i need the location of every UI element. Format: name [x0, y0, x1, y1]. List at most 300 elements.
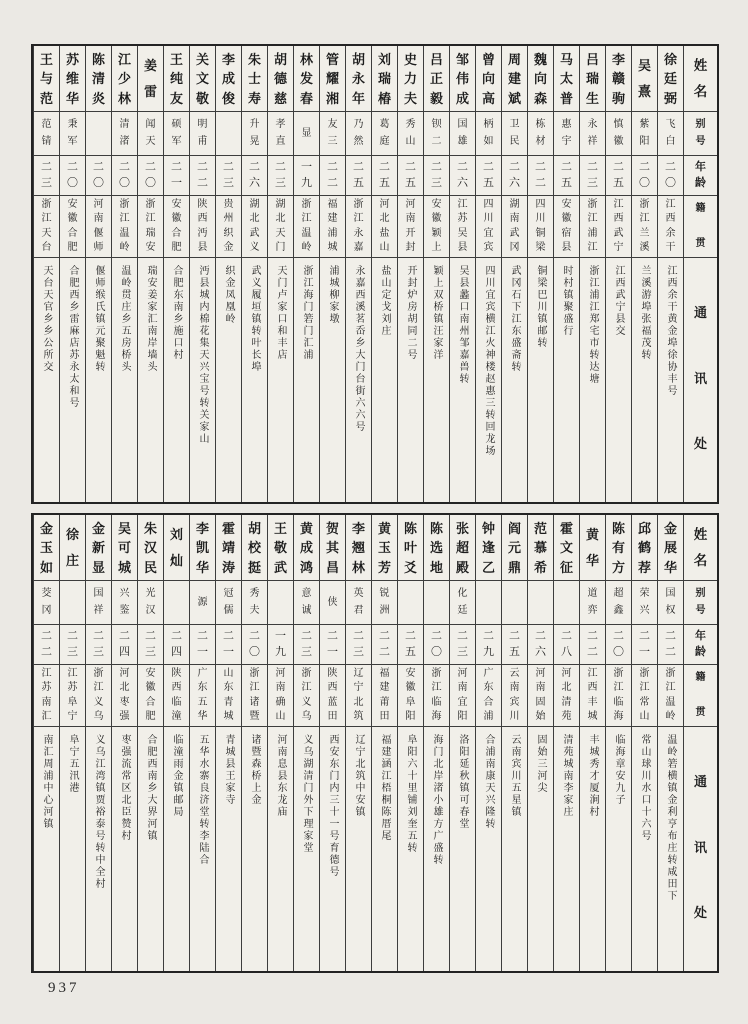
entry-age: 二 三 [216, 156, 241, 196]
entry-alias: 柄 如 [476, 112, 501, 156]
entry-column [137, 515, 163, 971]
entry-column [345, 46, 371, 502]
entry-column [215, 46, 241, 502]
entry-address: 武义履垣镇转叶长埠 [249, 265, 260, 373]
entry-address: 常山球川水口十六号 [639, 734, 650, 842]
entry-column [527, 46, 553, 502]
entry-column [319, 515, 345, 971]
entry-age: 二 二 [190, 156, 215, 196]
entry-alias: 清 渚 [112, 112, 137, 156]
entry-column [33, 46, 59, 502]
entry-address: 浙江浦江郑宅市转达塘 [587, 265, 598, 385]
entry-name: 王 敬 武 [268, 515, 293, 581]
entry-name: 钟 逢 乙 [476, 515, 501, 581]
entry-name: 关 文 敬 [190, 46, 215, 112]
entry-address: 浙江海门箬门汇浦 [301, 265, 312, 361]
entry-address: 丰城秀才厦涧村 [587, 734, 598, 818]
entry-name: 王 与 范 [34, 46, 59, 112]
entry-age: 二 五 [372, 156, 397, 196]
entry-alias: 乃 然 [346, 112, 371, 156]
entry-name: 陈 选 地 [424, 515, 449, 581]
entry-age: 二 二 [580, 625, 605, 665]
entry-address: 吴县蠡口南州邹嘉兽转 [457, 265, 468, 385]
entry-name: 苏 维 华 [60, 46, 85, 112]
entry-native-place: 陕 西 临 潼 [164, 665, 189, 727]
entry-address: 兰溪游埠张福茂转 [639, 265, 650, 361]
entry-address: 义乌湖清门外下理家堂 [301, 734, 312, 854]
entry-name: 黄 华 [580, 515, 605, 581]
entry-age: 二 〇 [424, 625, 449, 665]
entry-native-place: 江 西 余 干 [658, 196, 683, 258]
entry-name: 贺 其 昌 [320, 515, 345, 581]
entry-column [397, 46, 423, 502]
entry-age: 二 一 [320, 625, 345, 665]
entry-native-place: 福 建 浦 城 [320, 196, 345, 258]
entry-name: 胡 校 挺 [242, 515, 267, 581]
entry-age: 二 〇 [242, 625, 267, 665]
entry-native-place: 云 南 宾 川 [502, 665, 527, 727]
entry-name: 江 少 林 [112, 46, 137, 112]
entry-alias: 超 鑫 [606, 581, 631, 625]
directory-table-bottom [31, 513, 719, 973]
entry-name: 李 翘 林 [346, 515, 371, 581]
entry-alias [502, 581, 527, 625]
entry-name: 朱 汉 民 [138, 515, 163, 581]
entry-address: 天门卢家口和丰店 [275, 265, 286, 361]
entry-name: 周 建 斌 [502, 46, 527, 112]
entry-alias: 栋 材 [528, 112, 553, 156]
entry-column [267, 515, 293, 971]
entry-alias: 秉 军 [60, 112, 85, 156]
entry-column [293, 515, 319, 971]
entry-alias [60, 581, 85, 625]
entry-name: 胡 德 慈 [268, 46, 293, 112]
entry-address: 合肥西乡雷麻店苏永太和号 [67, 265, 78, 409]
entry-age: 二 三 [138, 625, 163, 665]
entry-alias: 侠 [320, 581, 345, 625]
entry-native-place: 四 川 铜 梁 [528, 196, 553, 258]
entry-alias: 永 祥 [580, 112, 605, 156]
entry-address: 开封炉房胡同二号 [405, 265, 416, 361]
entry-column [475, 515, 501, 971]
entry-name: 黄 玉 芳 [372, 515, 397, 581]
entry-age: 二 一 [632, 625, 657, 665]
entry-native-place: 广 东 五 华 [190, 665, 215, 727]
entry-column [85, 515, 111, 971]
entry-alias: 化 廷 [450, 581, 475, 625]
entry-native-place: 陕 西 蓝 田 [320, 665, 345, 727]
entry-name: 王 纯 友 [164, 46, 189, 112]
entry-column [371, 515, 397, 971]
entry-age: 二 三 [268, 156, 293, 196]
entry-alias: 慎 徽 [606, 112, 631, 156]
entry-alias [424, 581, 449, 625]
entry-native-place: 安 徽 颖 上 [424, 196, 449, 258]
entry-column [163, 515, 189, 971]
entry-age: 二 二 [320, 156, 345, 196]
entry-alias: 孝 直 [268, 112, 293, 156]
entry-age: 二 三 [346, 625, 371, 665]
entry-native-place: 江 苏 阜 宁 [60, 665, 85, 727]
entry-name: 吴 可 城 [112, 515, 137, 581]
entry-age: 二 六 [450, 156, 475, 196]
entry-native-place: 河 北 枣 强 [112, 665, 137, 727]
entry-native-place: 安 徽 合 肥 [164, 196, 189, 258]
header-alias-label: 别 号 [684, 581, 717, 625]
entry-name: 徐 廷 弼 [658, 46, 683, 112]
entry-column [85, 46, 111, 502]
header-column [683, 46, 717, 502]
entry-name: 曾 向 高 [476, 46, 501, 112]
entry-native-place: 贵 州 织 金 [216, 196, 241, 258]
entry-name: 陈 有 方 [606, 515, 631, 581]
entry-address: 永嘉西溪茗岙乡大门台街六六号 [353, 265, 364, 433]
entry-age: 二 三 [580, 156, 605, 196]
entry-address: 诸暨森桥上金 [249, 734, 260, 806]
entry-column [501, 46, 527, 502]
header-native-label: 籍 贯 [684, 665, 717, 727]
entry-address: 清苑城南李家庄 [561, 734, 572, 818]
entry-address: 沔县城内棉花集天兴宝号转关家山 [197, 265, 208, 445]
entry-column [215, 515, 241, 971]
entry-column [267, 46, 293, 502]
entry-alias: 钡 二 [424, 112, 449, 156]
entry-address: 南汇周浦中心河镇 [41, 734, 52, 830]
entry-name: 管 耀 湘 [320, 46, 345, 112]
entry-age: 二 二 [372, 625, 397, 665]
entry-age: 二 三 [34, 156, 59, 196]
entry-age: 二 〇 [138, 156, 163, 196]
entry-column [553, 515, 579, 971]
entry-native-place: 浙 江 温 岭 [112, 196, 137, 258]
entry-name: 陈 清 炎 [86, 46, 111, 112]
entry-address: 海门北岸渚小雄方广盛转 [431, 734, 442, 866]
entry-age: 二 三 [60, 625, 85, 665]
entry-address: 合肥西南乡大界河镇 [145, 734, 156, 842]
entry-alias: 卫 民 [502, 112, 527, 156]
entry-column [371, 46, 397, 502]
entry-native-place: 浙 江 临 海 [606, 665, 631, 727]
entry-address: 武冈石下江东盛斋转 [509, 265, 520, 373]
entry-address: 义乌江湾镇贾裕泰号转中全村 [93, 734, 104, 890]
entry-address: 江西武宁县交 [613, 265, 624, 337]
entry-age: 二 五 [398, 625, 423, 665]
entry-age: 二 五 [606, 156, 631, 196]
entry-column [345, 515, 371, 971]
entry-native-place: 浙 江 永 嘉 [346, 196, 371, 258]
entry-native-place: 浙 江 义 乌 [86, 665, 111, 727]
entry-native-place: 河 北 清 苑 [554, 665, 579, 727]
entry-column [449, 515, 475, 971]
entry-column [553, 46, 579, 502]
entry-column [189, 515, 215, 971]
entry-name: 阎 元 鼎 [502, 515, 527, 581]
page-number: 937 [48, 980, 80, 996]
entry-alias: 飞 白 [658, 112, 683, 156]
entry-native-place: 江 苏 吴 县 [450, 196, 475, 258]
header-age-label: 年 龄 [684, 625, 717, 665]
entry-native-place: 河 北 盐 山 [372, 196, 397, 258]
entry-alias: 光 汉 [138, 581, 163, 625]
entry-name: 魏 向 森 [528, 46, 553, 112]
entry-alias [554, 581, 579, 625]
entry-age: 二 〇 [658, 156, 683, 196]
header-column [683, 515, 717, 971]
entry-age: 一 九 [294, 156, 319, 196]
entry-alias: 冠 儒 [216, 581, 241, 625]
entry-alias [398, 581, 423, 625]
header-age-label: 年 龄 [684, 156, 717, 196]
entry-address: 西安东门内三十一号育德号 [327, 734, 338, 878]
entry-alias: 葛 庭 [372, 112, 397, 156]
entry-native-place: 河 南 偃 师 [86, 196, 111, 258]
entry-alias: 惠 宇 [554, 112, 579, 156]
entry-column [449, 46, 475, 502]
entry-age: 二 三 [86, 625, 111, 665]
entry-address: 云南宾川五星镇 [509, 734, 520, 818]
entry-name: 李 凯 华 [190, 515, 215, 581]
entry-column [423, 515, 449, 971]
entry-alias: 升 晃 [242, 112, 267, 156]
entry-age: 二 一 [164, 156, 189, 196]
entry-column [59, 46, 85, 502]
entry-column [241, 46, 267, 502]
entry-alias: 源 [190, 581, 215, 625]
entry-age: 二 八 [554, 625, 579, 665]
entry-alias [164, 581, 189, 625]
entry-address: 阜阳六十里铺刘奎五转 [405, 734, 416, 854]
entry-name: 邱 鹤 荐 [632, 515, 657, 581]
directory-table-top [31, 44, 719, 504]
entry-alias: 硕 军 [164, 112, 189, 156]
entry-alias: 闻 天 [138, 112, 163, 156]
entry-name: 徐 庄 [60, 515, 85, 581]
entry-address: 盐山定戈刘庄 [379, 265, 390, 337]
entry-alias: 道 弈 [580, 581, 605, 625]
entry-age: 二 一 [190, 625, 215, 665]
header-alias-label: 别 号 [684, 112, 717, 156]
entry-native-place: 浙 江 天 台 [34, 196, 59, 258]
entry-alias: 荣 兴 [632, 581, 657, 625]
entry-name: 张 超 殿 [450, 515, 475, 581]
entry-age: 二 四 [164, 625, 189, 665]
entry-address: 枣强流常区北臣赞村 [119, 734, 130, 842]
entry-age: 二 六 [528, 625, 553, 665]
entry-age: 二 三 [424, 156, 449, 196]
entry-address: 合肥东南乡施口村 [171, 265, 182, 361]
entry-age: 二 五 [398, 156, 423, 196]
entry-native-place: 四 川 宜 宾 [476, 196, 501, 258]
entry-native-place: 安 徽 宿 县 [554, 196, 579, 258]
entry-age: 二 六 [502, 156, 527, 196]
entry-column [579, 515, 605, 971]
entry-alias: 秀 夫 [242, 581, 267, 625]
entry-name: 金 新 显 [86, 515, 111, 581]
entry-alias: 兴 鉴 [112, 581, 137, 625]
entry-column [501, 515, 527, 971]
entry-address: 洛阳延秋镇可春堂 [457, 734, 468, 830]
entry-name: 林 发 春 [294, 46, 319, 112]
entry-native-place: 河 南 固 始 [528, 665, 553, 727]
entry-alias: 紫 阳 [632, 112, 657, 156]
entry-name: 邹 伟 成 [450, 46, 475, 112]
entry-column [475, 46, 501, 502]
entry-column [397, 515, 423, 971]
entry-column [293, 46, 319, 502]
entry-native-place: 浙 江 温 岭 [294, 196, 319, 258]
entry-name: 吕 瑞 生 [580, 46, 605, 112]
entry-name: 刘 瑞 椿 [372, 46, 397, 112]
entry-column [657, 46, 683, 502]
entry-native-place: 陕 西 沔 县 [190, 196, 215, 258]
entry-address: 偃师缑氏镇元聚魁转 [93, 265, 104, 373]
entry-alias: 国 祥 [86, 581, 111, 625]
entry-age: 二 〇 [606, 625, 631, 665]
entry-native-place: 浙 江 常 山 [632, 665, 657, 727]
entry-name: 陈 叶 爻 [398, 515, 423, 581]
entry-name: 金 玉 如 [34, 515, 59, 581]
entry-address: 临海章安九子 [613, 734, 624, 806]
entry-address: 瑞安姜家汇南岸墙头 [145, 265, 156, 373]
entry-address: 河南息县东龙庙 [275, 734, 286, 818]
entry-address: 五华水寨良济堂转李陆合 [197, 734, 208, 866]
entry-native-place: 河 南 确 山 [268, 665, 293, 727]
entry-native-place: 浙 江 瑞 安 [138, 196, 163, 258]
entry-alias [268, 581, 293, 625]
entry-address: 时村镇聚盛行 [561, 265, 572, 337]
entry-column [33, 515, 59, 971]
entry-name: 霍 靖 涛 [216, 515, 241, 581]
entry-alias [528, 581, 553, 625]
entry-native-place: 浙 江 诸 暨 [242, 665, 267, 727]
entry-address: 青城县王家寺 [223, 734, 234, 806]
entry-column [527, 515, 553, 971]
entry-alias: 显 [294, 112, 319, 156]
entry-age: 二 三 [294, 625, 319, 665]
entry-address: 四川宜宾横江火神楼赵惠三转回龙场 [483, 265, 494, 457]
entry-name: 李 赣 驹 [606, 46, 631, 112]
entry-address: 合浦南康天兴隆转 [483, 734, 494, 830]
entry-age: 一 九 [268, 625, 293, 665]
entry-name: 吕 正 毅 [424, 46, 449, 112]
entry-native-place: 江 西 丰 城 [580, 665, 605, 727]
entry-column [579, 46, 605, 502]
entry-age: 二 〇 [86, 156, 111, 196]
entry-column [605, 46, 631, 502]
entry-alias: 国 权 [658, 581, 683, 625]
entry-age: 二 二 [528, 156, 553, 196]
entry-native-place: 安 徽 合 肥 [60, 196, 85, 258]
entry-name: 史 力 夫 [398, 46, 423, 112]
entry-alias: 锐 洲 [372, 581, 397, 625]
entry-name: 金 展 华 [658, 515, 683, 581]
entry-native-place: 浙 江 浦 江 [580, 196, 605, 258]
entry-address: 织金凤凰岭 [223, 265, 234, 325]
entry-age: 二 二 [34, 625, 59, 665]
entry-address: 固始三河尖 [535, 734, 546, 794]
entry-native-place: 安 徽 阜 阳 [398, 665, 423, 727]
entry-age: 二 九 [476, 625, 501, 665]
entry-address: 温岭箬横镇金利亨布庄转咸田下 [665, 734, 676, 902]
entry-alias: 国 雄 [450, 112, 475, 156]
entry-alias: 英 君 [346, 581, 371, 625]
entry-age: 二 〇 [632, 156, 657, 196]
entry-column [631, 515, 657, 971]
entry-name: 胡 永 年 [346, 46, 371, 112]
entry-alias: 秀 山 [398, 112, 423, 156]
entry-native-place: 湖 南 武 冈 [502, 196, 527, 258]
entry-native-place: 河 南 宜 阳 [450, 665, 475, 727]
entry-alias: 明 甫 [190, 112, 215, 156]
entry-native-place: 广 东 合 浦 [476, 665, 501, 727]
entry-alias: 茭 冈 [34, 581, 59, 625]
entry-address: 铜梁巴川镇邮转 [535, 265, 546, 349]
entry-alias [86, 112, 111, 156]
entry-age: 二 四 [112, 625, 137, 665]
entry-native-place: 山 东 青 城 [216, 665, 241, 727]
entry-column [163, 46, 189, 502]
entry-native-place: 浙 江 兰 溪 [632, 196, 657, 258]
entry-age: 二 一 [216, 625, 241, 665]
entry-name: 刘 灿 [164, 515, 189, 581]
entry-alias: 意 诚 [294, 581, 319, 625]
header-native-label: 籍 贯 [684, 196, 717, 258]
entry-age: 二 〇 [112, 156, 137, 196]
entry-address: 温岭贯庄乡五房桥头 [119, 265, 130, 373]
entry-name: 朱 士 寿 [242, 46, 267, 112]
entry-address: 临潼雨金镇邮局 [171, 734, 182, 818]
entry-native-place: 江 西 武 宁 [606, 196, 631, 258]
header-address-label: 通 讯 处 [693, 305, 707, 451]
entry-age: 二 五 [476, 156, 501, 196]
entry-alias [216, 112, 241, 156]
entry-name: 姜 雷 [138, 46, 163, 112]
entry-column [241, 515, 267, 971]
entry-address: 江西余干黄金埠徐协丰号 [665, 265, 676, 397]
entry-native-place: 湖 北 武 义 [242, 196, 267, 258]
header-name-label: 姓 名 [684, 46, 717, 112]
header-name-label: 姓 名 [684, 515, 717, 581]
entry-address: 颖上双桥镇汪家洋 [431, 265, 442, 361]
entry-native-place: 浙 江 义 乌 [294, 665, 319, 727]
entry-name: 霍 文 征 [554, 515, 579, 581]
entry-address: 福建涵江梧桐陈厝尾 [379, 734, 390, 842]
header-address-label: 通 讯 处 [693, 774, 707, 920]
entry-age: 二 三 [450, 625, 475, 665]
entry-native-place: 浙 江 临 海 [424, 665, 449, 727]
entry-age: 二 二 [658, 625, 683, 665]
entry-name: 吴 熹 [632, 46, 657, 112]
entry-native-place: 辽 宁 北 筑 [346, 665, 371, 727]
entry-alias [476, 581, 501, 625]
entry-column [111, 46, 137, 502]
entry-address: 浦城柳家墩 [327, 265, 338, 325]
entry-age: 二 五 [502, 625, 527, 665]
entry-column [59, 515, 85, 971]
entry-native-place: 浙 江 温 岭 [658, 665, 683, 727]
entry-column [319, 46, 345, 502]
entry-column [631, 46, 657, 502]
entry-age: 二 五 [346, 156, 371, 196]
entry-age: 二 〇 [60, 156, 85, 196]
entry-native-place: 福 建 莆 田 [372, 665, 397, 727]
entry-name: 李 成 俊 [216, 46, 241, 112]
entry-address: 天台天官乡乡公所交 [41, 265, 52, 373]
entry-column [189, 46, 215, 502]
entry-column [657, 515, 683, 971]
entry-age: 二 五 [554, 156, 579, 196]
entry-column [111, 515, 137, 971]
